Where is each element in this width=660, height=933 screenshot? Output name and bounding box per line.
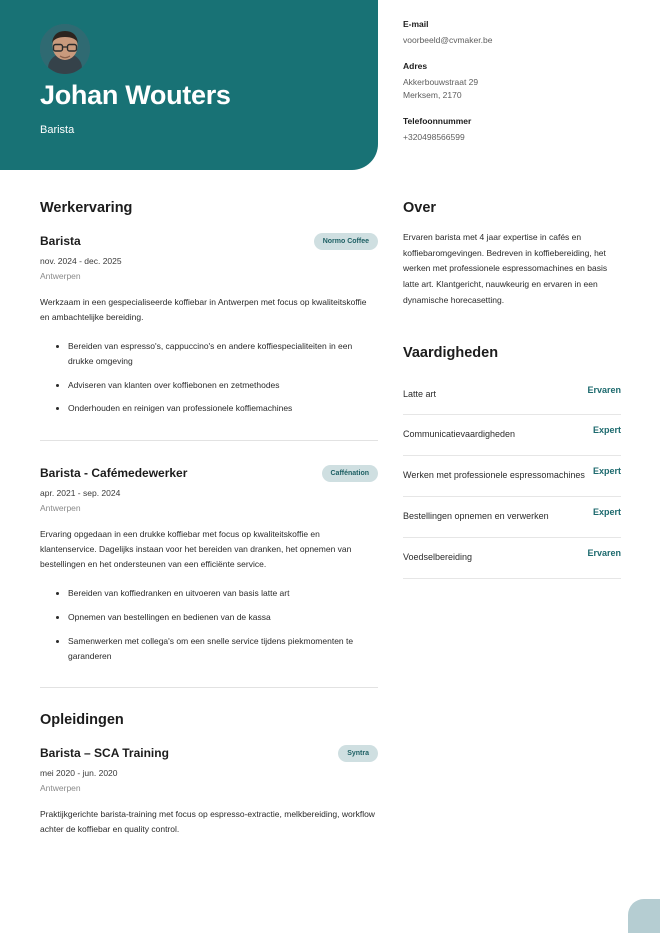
skill-name: Bestellingen opnemen en verwerken <box>403 511 549 522</box>
work-entry-role: Barista - Cafémedewerker <box>40 466 188 481</box>
work-entry-location: Antwerpen <box>40 503 81 514</box>
work-entry-description: Werkzaam in een gespecialiseerde koffiebar in Antwerpen met focus op kwaliteitskoffie en ambachtelijke bereiding. <box>40 297 367 322</box>
skill-row <box>403 375 621 416</box>
skill-name: Latte art <box>403 388 437 399</box>
section-title-education: Opleidingen <box>40 712 124 729</box>
side-column <box>403 200 621 579</box>
list-item: Bereiden van espresso's, cappuccino's en andere koffiespecialiteiten in een drukke omgeving <box>56 339 378 369</box>
list-item: Bereiden van koffiedranken en uitvoeren van basis latte art <box>56 586 378 601</box>
skill-level: Ervaren <box>587 384 621 395</box>
contact-group-phone <box>403 116 633 143</box>
contact-label-email: E-mail <box>403 19 429 29</box>
work-entry-company-badge: Normo Coffee <box>314 233 378 250</box>
list-item: Onderhouden en reinigen van professionele koffiemachines <box>56 401 378 416</box>
skill-level: Expert <box>592 425 621 436</box>
section-title-skills: Vaardigheden <box>403 344 499 361</box>
work-entry-company-badge: Caffénation <box>322 465 379 482</box>
education-entry-location: Antwerpen <box>40 783 81 794</box>
education-entry-dates: mei 2020 - jun. 2020 <box>40 768 118 779</box>
contact-label-phone: Telefoonnummer <box>403 115 472 126</box>
header-job-title: Barista <box>40 124 75 136</box>
work-entry-description: Ervaring opgedaan in een drukke koffiebar met focus op kwaliteitskoffie en klantenservice. Dagelijks instaan voor het bereiden van dranken, het opnemen van bestellingen en het ondersteunen van een efficiënte service. <box>40 529 352 569</box>
work-entry-dates: apr. 2021 - sep. 2024 <box>40 488 121 499</box>
skill-row <box>403 456 621 497</box>
contact-value-email: voorbeeld@cvmaker.be <box>403 35 493 45</box>
education-entry-institution-badge: Syntra <box>338 745 378 762</box>
decorative-corner-shape <box>628 899 660 933</box>
work-entry-header <box>40 465 378 482</box>
work-entry <box>40 465 378 663</box>
avatar <box>40 24 90 74</box>
contact-group-address <box>403 61 633 101</box>
work-entry-dates: nov. 2024 - dec. 2025 <box>40 256 122 266</box>
education-entry <box>40 745 378 837</box>
main-column <box>40 200 378 837</box>
skill-name: Voedselbereiding <box>403 552 473 563</box>
skill-level: Expert <box>592 507 621 518</box>
work-entry-bullets <box>40 586 378 664</box>
education-entry-header <box>40 745 378 762</box>
spacer <box>403 309 621 345</box>
section-divider <box>40 687 378 688</box>
list-item: Samenwerken met collega's om een snelle service tijdens piekmomenten te garanderen <box>56 634 378 664</box>
skill-row <box>403 415 621 456</box>
contact-value-phone: +320498566599 <box>403 131 465 142</box>
skills-list <box>403 375 621 579</box>
skill-row <box>403 538 621 579</box>
skill-name: Werken met professionele espressomachines <box>403 470 585 481</box>
skill-level: Ervaren <box>587 548 621 559</box>
page-title: Johan Wouters <box>40 80 231 110</box>
section-title-work: Werkervaring <box>40 200 133 216</box>
work-entry-role: Barista <box>40 234 81 248</box>
skill-level: Expert <box>592 466 621 477</box>
skill-row <box>403 497 621 538</box>
work-entry-header <box>40 233 378 250</box>
section-title-about: Over <box>403 200 437 216</box>
education-entry-program: Barista – SCA Training <box>40 746 169 761</box>
list-item: Adviseren van klanten over koffiebonen en zetmethodes <box>56 378 378 393</box>
contact-group-email <box>403 19 633 46</box>
list-item: Opnemen van bestellingen en bedienen van de kassa <box>56 610 378 625</box>
contact-label-address: Adres <box>403 61 428 72</box>
contact-value-address-line1: Akkerbouwstraat 29 <box>403 77 479 88</box>
about-text: Ervaren barista met 4 jaar expertise in cafés en koffiebaromgevingen. Bedreven in koffiebereiding, het werken met professionele espressomachines en basis latte art. Klantgericht, nauwkeurig en ervaren in een dynamische horecasetting. <box>403 232 608 305</box>
education-entry-description: Praktijkgerichte barista-training met focus op espresso-extractie, melkbereiding, workflow achter de koffiebar en quality control. <box>40 809 375 835</box>
work-entry <box>40 233 378 416</box>
work-entry-location: Antwerpen <box>40 271 81 281</box>
contact-value-address-line2: Merksem, 2170 <box>403 89 462 100</box>
work-entry-bullets <box>40 339 378 417</box>
entry-divider <box>40 440 378 441</box>
header-banner <box>0 0 378 170</box>
contact-block <box>403 19 633 143</box>
skill-name: Communicatievaardigheden <box>403 429 516 440</box>
